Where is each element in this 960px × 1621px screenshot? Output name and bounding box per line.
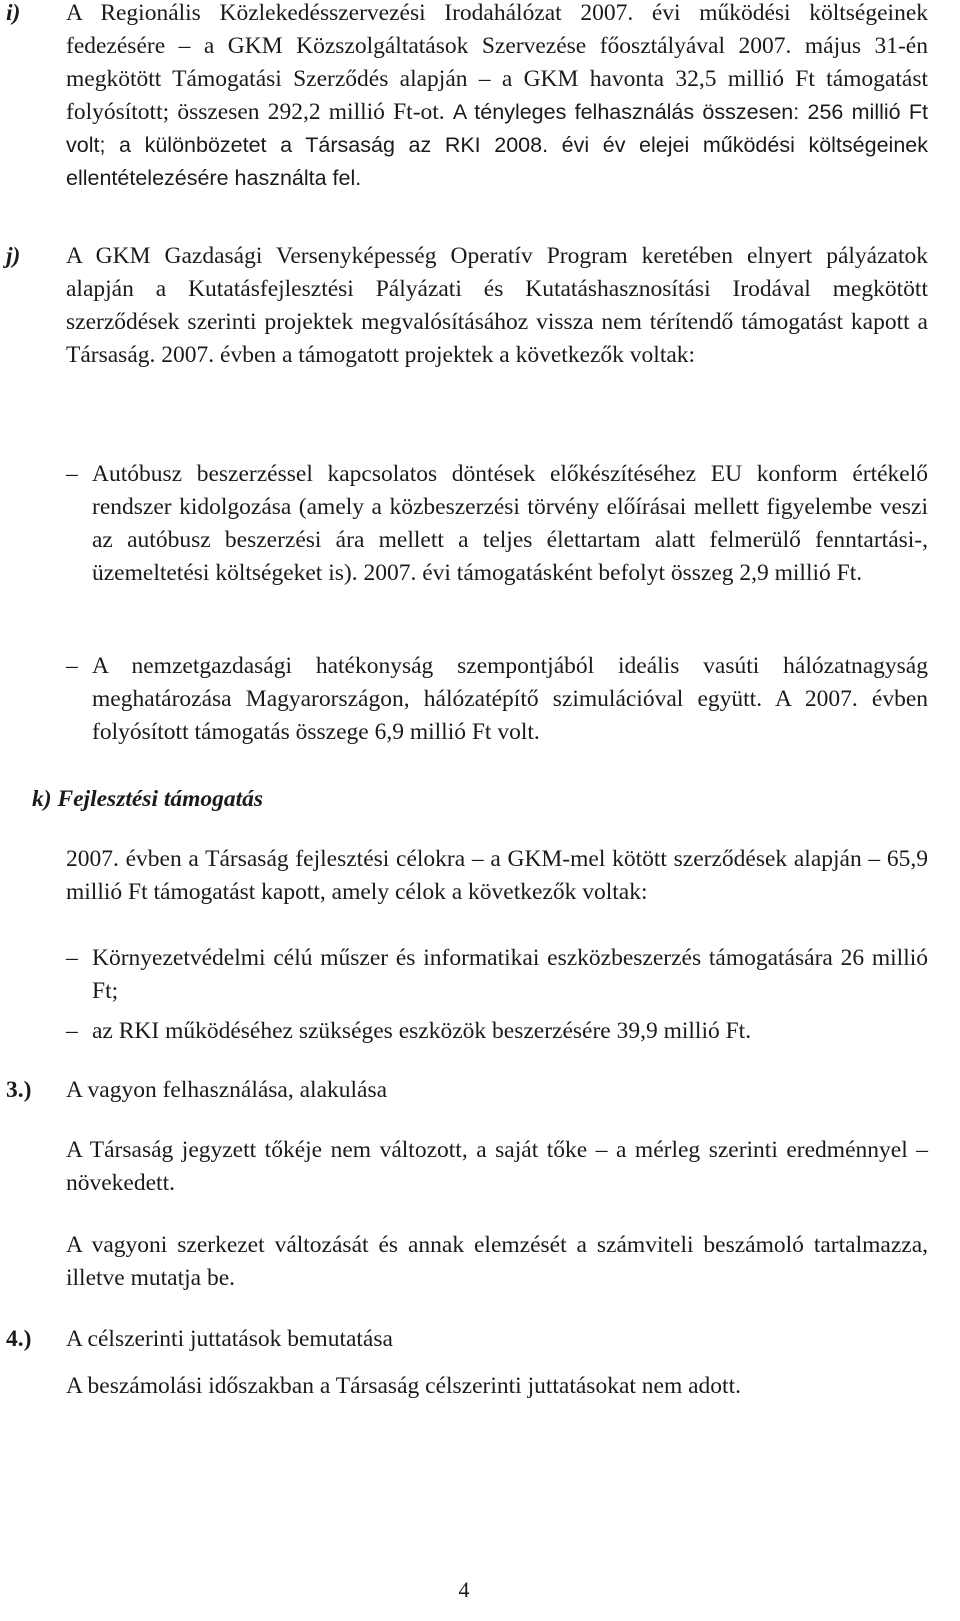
bullet-dash: –: [66, 945, 78, 971]
paragraph-i: [66, 0, 928, 195]
paragraph-j: A GKM Gazdasági Versenyképesség Operatív Program keretében elnyert pályázatok alapján a Kutatásfejlesztési Pályázati és Kutatáshasznosítási Irodával megkötött szerződések szerinti projektek megvalósításához vissza nem térítendő támogatást kapott a Társaság. 2007. évben a támogatott projektek a következők voltak:: [66, 243, 928, 368]
list-item-k-1: Környezetvédelmi célú műszer és informatikai eszközbeszerzés támogatására 26 millió Ft;: [92, 945, 928, 1004]
item-label-i: i): [6, 0, 21, 26]
item-label-j: j): [6, 243, 21, 269]
section-3-paragraph-2: A vagyoni szerkezet változását és annak elemzését a számviteli beszámoló tartalmazza, illetve mutatja be.: [66, 1232, 928, 1291]
section-3-paragraph-1: A Társaság jegyzett tőkéje nem változott, a saját tőke – a mérleg szerinti eredménnyel – növekedett.: [66, 1137, 928, 1196]
bullet-dash: –: [66, 653, 78, 679]
section-4-paragraph-1: A beszámolási időszakban a Társaság célszerinti juttatásokat nem adott.: [66, 1373, 741, 1399]
item-label-k: k): [32, 786, 52, 812]
paragraph-i-part-b: A tényleges felhasználás összesen: 256 millió Ft volt; a különbözetet a Társaság az RKI 2008. évi év elejei működési költségeinek ellentételezésére használta fel.: [66, 100, 928, 190]
bullet-dash: –: [66, 461, 78, 487]
section-3-number: 3.): [6, 1077, 32, 1103]
list-item-j-2: A nemzetgazdasági hatékonyság szempontjából ideális vasúti hálózatnagyság meghatározása Magyarországon, hálózatépítő szimulációval együtt. A 2007. évben folyósított támogatás összege 6,9 millió Ft volt.: [92, 653, 928, 745]
section-3-title: A vagyon felhasználása, alakulása: [66, 1077, 388, 1103]
bullet-dash: –: [66, 1018, 78, 1044]
page-number: 4: [458, 1577, 470, 1602]
paragraph-i-part-a: A Regionális Közlekedésszervezési Irodahálózat 2007. évi működési költségeinek fedezésére – a GKM Közszolgáltatások Szervezése főosztályával 2007. május 31-én megkötött Támogatási Szerződés alapján – a GKM havonta 32,5 millió Ft támogatást folyósított; összesen 292,2 millió Ft-ot.: [66, 0, 928, 125]
section-4-title: A célszerinti juttatások bemutatása: [66, 1326, 393, 1352]
list-item-j-1: Autóbusz beszerzéssel kapcsolatos döntések előkészítéséhez EU konform értékelő rendszer kidolgozása (amely a közbeszerzési törvény előírásai mellett figyelembe veszi az autóbusz beszerzési ára mellett a teljes élettartam alatt felmerülő fenntartási-, üzemeltetési költségeket is). 2007. évi támogatásként befolyt összeg 2,9 millió Ft.: [92, 461, 928, 586]
paragraph-k: 2007. évben a Társaság fejlesztési célokra – a GKM-mel kötött szerződések alapján – 65,9 millió Ft támogatást kapott, amely célok a következők voltak:: [66, 846, 928, 905]
list-item-k-2: az RKI működéséhez szükséges eszközök beszerzésére 39,9 millió Ft.: [92, 1018, 752, 1044]
section-4-number: 4.): [6, 1326, 32, 1352]
section-k-title: Fejlesztési támogatás: [57, 786, 264, 812]
section-k-heading: [32, 783, 263, 816]
